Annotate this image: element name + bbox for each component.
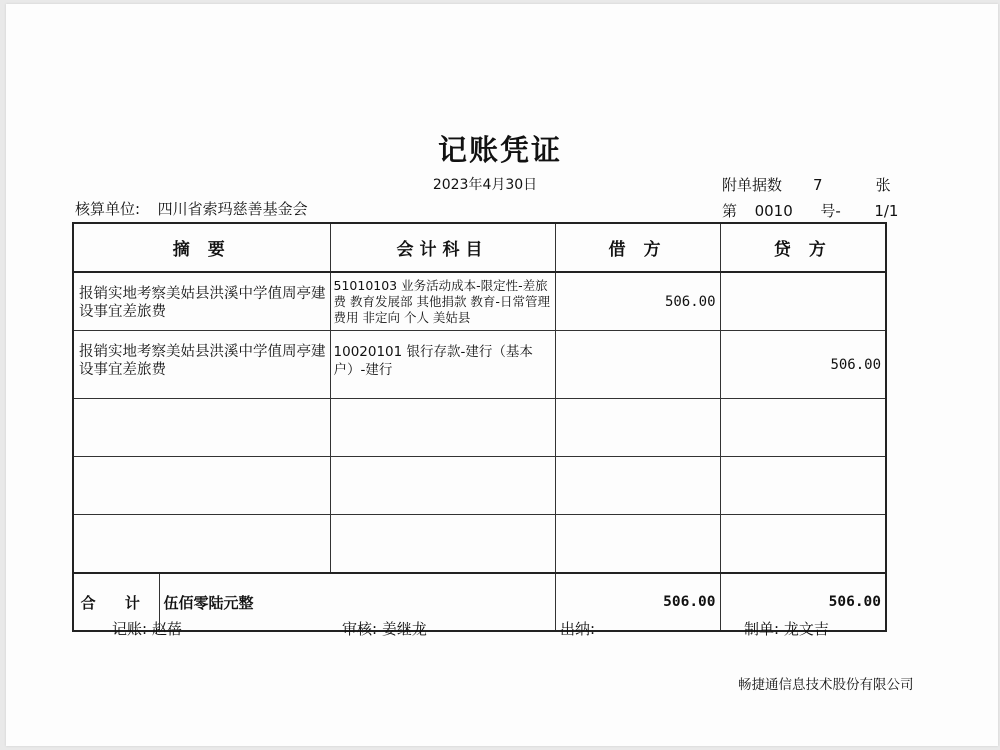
row-debit: 506.00 <box>555 272 720 331</box>
unit-value: 四川省索玛慈善基金会 <box>157 200 308 218</box>
voucher-table <box>72 222 887 632</box>
header-credit: 贷 方 <box>720 223 886 272</box>
row-summary <box>73 515 330 574</box>
page-indicator: 1/1 <box>874 202 899 220</box>
row-debit <box>555 399 720 457</box>
reviewer-name: 姜继龙 <box>381 620 427 638</box>
row-account: 51010103 业务活动成本-限定性-差旅费 教育发展部 其他捐款 教育-日常管理费用 非定向 个人 美姑县 <box>330 272 555 331</box>
row-account <box>330 457 555 515</box>
voucher-title: 记账凭证 <box>437 133 562 167</box>
total-label: 合 计 <box>73 573 159 631</box>
row-debit <box>555 515 720 574</box>
row-account <box>330 399 555 457</box>
number-value: 0010 <box>754 202 793 220</box>
cashier-label: 出纳: <box>560 620 596 638</box>
bookkeeper-signature <box>112 618 182 639</box>
cashier-signature <box>560 618 595 639</box>
row-credit <box>720 515 886 574</box>
table-row <box>73 515 886 574</box>
row-account <box>330 515 555 574</box>
row-summary: 报销实地考察美姑县洪溪中学值周亭建设事宜差旅费 <box>73 331 330 399</box>
header-account: 会计科目 <box>330 223 555 272</box>
row-debit <box>555 457 720 515</box>
attachment-count <box>722 174 891 195</box>
number-suffix: 号- <box>820 202 841 220</box>
header-summary: 摘 要 <box>73 223 330 272</box>
table-row <box>73 457 886 515</box>
attachments-unit: 张 <box>875 176 891 194</box>
bookkeeper-name: 赵蓓 <box>151 620 182 638</box>
row-summary: 报销实地考察美姑县洪溪中学值周亭建设事宜差旅费 <box>73 272 330 331</box>
table-row <box>73 399 886 457</box>
preparer-signature <box>744 618 829 639</box>
attachments-count: 7 <box>813 176 823 194</box>
voucher-date: 2023年4月30日 <box>432 177 538 193</box>
bookkeeper-label: 记账: <box>112 620 148 638</box>
row-summary <box>73 457 330 515</box>
row-credit <box>720 272 886 331</box>
header-debit: 借 方 <box>555 223 720 272</box>
attachments-label: 附单据数 <box>722 176 783 194</box>
total-credit: 506.00 <box>720 573 886 631</box>
voucher-number <box>722 200 898 221</box>
number-label: 第 <box>722 202 738 220</box>
row-debit <box>555 331 720 399</box>
preparer-name: 龙文吉 <box>783 620 829 638</box>
row-credit <box>720 457 886 515</box>
accounting-unit <box>75 198 308 219</box>
reviewer-label: 审核: <box>342 620 378 638</box>
total-debit: 506.00 <box>555 573 720 631</box>
preparer-label: 制单: <box>744 620 780 638</box>
software-company: 畅捷通信息技术股份有限公司 <box>738 677 914 693</box>
total-amount-words: 伍佰零陆元整 <box>159 573 555 631</box>
row-credit <box>720 399 886 457</box>
unit-label: 核算单位: <box>75 200 141 218</box>
row-account: 10020101 银行存款-建行（基本户）-建行 <box>330 331 555 399</box>
reviewer-signature <box>342 618 427 639</box>
table-row <box>73 272 886 331</box>
row-credit: 506.00 <box>720 331 886 399</box>
row-summary <box>73 399 330 457</box>
table-row <box>73 331 886 399</box>
